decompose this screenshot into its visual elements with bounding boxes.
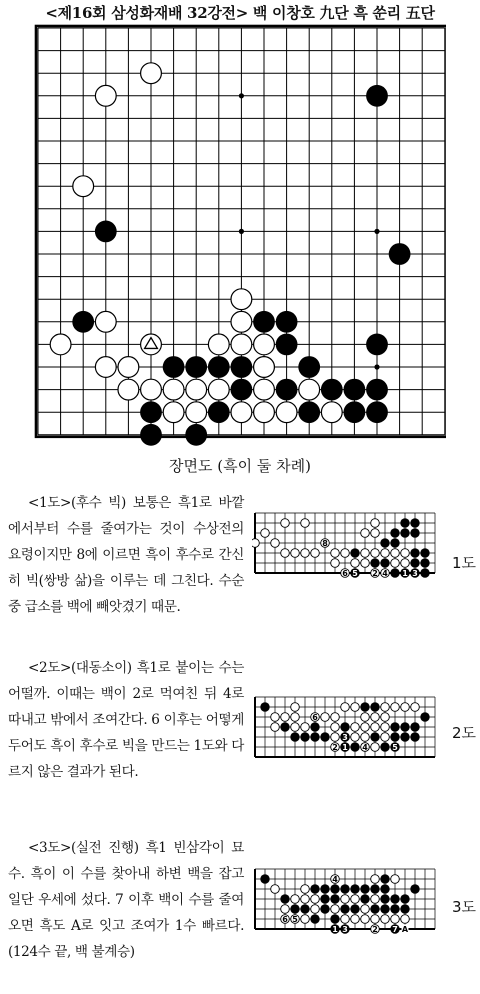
black-stone xyxy=(344,401,366,423)
white-stone xyxy=(186,402,207,423)
black-stone xyxy=(366,401,388,423)
white-stone xyxy=(391,559,400,568)
white-stone xyxy=(381,733,390,742)
black-stone xyxy=(185,424,207,446)
diagram-3-board xyxy=(252,866,440,972)
white-stone xyxy=(391,549,400,558)
white-stone xyxy=(411,703,420,712)
black-stone xyxy=(300,904,309,913)
move-number: 4 xyxy=(382,569,388,578)
white-stone xyxy=(371,549,380,558)
white-stone xyxy=(361,549,370,558)
commentary-1-tag: <1도> xyxy=(28,495,71,511)
black-stone xyxy=(320,884,329,893)
black-stone xyxy=(380,558,389,567)
move-number: 6 xyxy=(342,569,348,578)
white-stone xyxy=(321,713,330,722)
star-point xyxy=(239,93,244,98)
move-number: 7 xyxy=(392,925,398,934)
black-stone xyxy=(400,518,409,527)
black-stone xyxy=(163,356,185,378)
black-stone xyxy=(420,548,429,557)
move-number: 3 xyxy=(342,925,348,934)
white-stone xyxy=(254,379,275,400)
white-stone xyxy=(381,713,390,722)
white-stone xyxy=(381,915,390,924)
white-stone xyxy=(361,529,370,538)
white-stone xyxy=(271,539,280,548)
black-stone xyxy=(321,379,343,401)
white-stone xyxy=(321,402,342,423)
black-stone xyxy=(366,85,388,107)
black-stone xyxy=(320,904,329,913)
white-stone xyxy=(301,885,310,894)
black-stone xyxy=(366,334,388,356)
black-stone xyxy=(310,732,319,741)
black-stone xyxy=(140,424,162,446)
black-stone xyxy=(390,568,399,577)
white-stone xyxy=(254,334,275,355)
white-stone xyxy=(361,905,370,914)
white-stone xyxy=(331,549,340,558)
white-stone xyxy=(299,379,320,400)
black-stone xyxy=(330,884,339,893)
black-stone xyxy=(72,311,94,333)
white-stone xyxy=(351,723,360,732)
white-stone xyxy=(276,402,297,423)
white-stone xyxy=(371,713,380,722)
black-stone xyxy=(390,894,399,903)
white-stone xyxy=(391,875,400,884)
white-stone xyxy=(371,723,380,732)
move-number: 2 xyxy=(372,569,378,578)
black-stone xyxy=(400,722,409,731)
white-stone xyxy=(231,311,252,332)
black-stone xyxy=(380,874,389,883)
white-stone xyxy=(208,379,229,400)
white-stone xyxy=(231,334,252,355)
page-title: <제16회 삼성화재배 32강전> 백 이창호 九단 흑 쑨리 五단 xyxy=(45,4,435,22)
black-stone xyxy=(370,884,379,893)
commentary-2 xyxy=(8,655,244,785)
black-stone xyxy=(290,732,299,741)
black-stone xyxy=(95,221,117,243)
white-stone xyxy=(231,289,252,310)
black-stone xyxy=(410,548,419,557)
white-stone xyxy=(371,519,380,528)
white-stone xyxy=(401,559,410,568)
white-stone xyxy=(361,713,370,722)
white-stone xyxy=(341,703,350,712)
move-number: 6 xyxy=(282,915,288,924)
white-stone xyxy=(331,733,340,742)
black-stone xyxy=(300,732,309,741)
black-stone xyxy=(280,894,289,903)
white-stone xyxy=(361,915,370,924)
black-stone xyxy=(360,702,369,711)
black-stone xyxy=(310,884,319,893)
white-stone xyxy=(291,549,300,558)
black-stone xyxy=(350,904,359,913)
black-stone xyxy=(360,884,369,893)
black-stone xyxy=(350,884,359,893)
black-stone xyxy=(298,356,320,378)
move-number: 5 xyxy=(392,743,398,752)
white-stone xyxy=(311,895,320,904)
black-stone xyxy=(276,311,298,333)
white-stone xyxy=(254,357,275,378)
white-stone xyxy=(163,379,184,400)
black-stone xyxy=(340,904,349,913)
black-stone xyxy=(400,894,409,903)
black-stone xyxy=(370,702,379,711)
white-stone xyxy=(381,723,390,732)
black-stone xyxy=(276,334,298,356)
move-number: 4 xyxy=(362,743,368,752)
black-stone xyxy=(380,538,389,547)
black-stone xyxy=(290,904,299,913)
white-stone xyxy=(391,915,400,924)
white-stone xyxy=(141,63,162,84)
white-stone xyxy=(381,703,390,712)
move-number: 2 xyxy=(332,743,338,752)
white-stone xyxy=(301,519,310,528)
white-stone xyxy=(231,402,252,423)
white-stone xyxy=(271,885,280,894)
black-stone xyxy=(410,558,419,567)
diagram-2-label: 2도 xyxy=(452,724,477,742)
white-stone xyxy=(208,334,229,355)
white-stone xyxy=(95,357,116,378)
white-stone xyxy=(311,549,320,558)
black-stone xyxy=(380,884,389,893)
commentary-2-text: (대동소이) 흑1로 붙이는 수는 어떨까. 이때는 백이 2로 먹여친 뒤 4로 따내고 밖에서 조여간다. 6 이후는 어떻게 두어도 흑이 후수로 빅을 만드는 1도와 다르지 않은 결과가 된다. xyxy=(8,660,244,780)
white-stone xyxy=(331,713,340,722)
white-stone xyxy=(341,895,350,904)
white-stone xyxy=(73,176,94,197)
commentary-1 xyxy=(8,490,244,620)
diagram-3-label: 3도 xyxy=(452,898,477,916)
black-stone xyxy=(410,884,419,893)
black-stone xyxy=(350,548,359,557)
black-stone xyxy=(410,732,419,741)
white-stone xyxy=(351,915,360,924)
black-stone xyxy=(330,894,339,903)
black-stone xyxy=(320,894,329,903)
white-stone xyxy=(341,915,350,924)
white-stone xyxy=(95,85,116,106)
black-stone xyxy=(260,702,269,711)
white-stone xyxy=(371,875,380,884)
commentary-3 xyxy=(8,835,244,965)
black-stone xyxy=(420,558,429,567)
white-stone xyxy=(291,895,300,904)
move-number: 5 xyxy=(352,569,358,578)
black-stone xyxy=(420,568,429,577)
black-stone xyxy=(390,722,399,731)
black-stone xyxy=(360,894,369,903)
white-stone xyxy=(281,549,290,558)
black-stone xyxy=(410,528,419,537)
move-number: 8 xyxy=(322,539,328,548)
black-stone xyxy=(400,904,409,913)
white-stone xyxy=(361,733,370,742)
white-stone xyxy=(261,529,270,538)
black-stone xyxy=(208,401,230,423)
black-stone xyxy=(330,914,339,923)
move-number: 5 xyxy=(292,915,298,924)
black-stone xyxy=(185,356,207,378)
black-stone xyxy=(400,528,409,537)
white-stone xyxy=(311,905,320,914)
black-stone xyxy=(298,401,320,423)
black-stone xyxy=(310,914,319,923)
black-stone xyxy=(389,243,411,265)
black-stone xyxy=(231,356,253,378)
white-stone xyxy=(401,549,410,558)
white-stone xyxy=(252,539,259,548)
black-stone xyxy=(340,722,349,731)
black-stone xyxy=(410,518,419,527)
black-stone xyxy=(420,712,429,721)
black-stone xyxy=(276,379,298,401)
commentary-3-tag: <3도> xyxy=(28,840,71,856)
black-stone xyxy=(380,894,389,903)
white-stone xyxy=(351,559,360,568)
black-stone xyxy=(260,874,269,883)
white-stone xyxy=(301,915,310,924)
star-point xyxy=(374,364,379,369)
black-stone xyxy=(350,742,359,751)
white-stone xyxy=(291,713,300,722)
white-stone xyxy=(301,723,310,732)
move-number: 1 xyxy=(332,925,338,934)
white-stone xyxy=(371,915,380,924)
black-stone xyxy=(390,904,399,913)
white-stone xyxy=(281,905,290,914)
white-stone xyxy=(141,379,162,400)
main-go-board xyxy=(34,24,446,446)
black-stone xyxy=(380,904,389,913)
white-stone xyxy=(301,549,310,558)
white-stone xyxy=(50,334,71,355)
white-stone xyxy=(95,311,116,332)
black-stone xyxy=(231,379,253,401)
white-stone xyxy=(331,905,340,914)
black-stone xyxy=(366,379,388,401)
white-stone xyxy=(361,559,370,568)
white-stone xyxy=(254,402,275,423)
white-stone xyxy=(371,895,380,904)
black-stone xyxy=(390,732,399,741)
white-stone xyxy=(351,895,360,904)
diagram-1-board xyxy=(252,510,440,616)
white-stone xyxy=(118,357,139,378)
white-stone xyxy=(291,703,300,712)
black-stone xyxy=(370,558,379,567)
white-stone xyxy=(281,713,290,722)
black-stone xyxy=(310,722,319,731)
black-stone xyxy=(390,528,399,537)
black-stone xyxy=(410,722,419,731)
star-point xyxy=(239,229,244,234)
white-stone xyxy=(163,402,184,423)
black-stone xyxy=(390,538,399,547)
commentary-2-tag: <2도> xyxy=(28,660,71,676)
white-stone xyxy=(351,703,360,712)
commentary-1-text: (후수 빅) 보통은 흑1로 바깥에서부터 수를 줄여가는 것이 수상전의 요령이지만 8에 이르면 흑이 후수로 간신히 빅(쌍방 삶)을 이루는 데 그친다. 수순 중 급소를 백에 빼앗겼기 때문. xyxy=(8,495,244,615)
star-point xyxy=(374,229,379,234)
white-stone xyxy=(401,703,410,712)
move-number: 3 xyxy=(412,569,418,578)
white-stone xyxy=(351,733,360,742)
white-stone xyxy=(341,549,350,558)
black-stone xyxy=(400,732,409,741)
white-stone xyxy=(361,723,370,732)
white-stone xyxy=(401,915,410,924)
move-number: 1 xyxy=(402,569,408,578)
board-caption: 장면도 (흑이 둘 차례) xyxy=(169,457,311,475)
white-stone xyxy=(271,723,280,732)
black-stone xyxy=(320,732,329,741)
move-number: 4 xyxy=(332,875,338,884)
black-stone xyxy=(344,379,366,401)
white-stone xyxy=(371,529,380,538)
white-stone xyxy=(271,713,280,722)
black-stone xyxy=(140,401,162,423)
white-stone xyxy=(331,559,340,568)
white-stone xyxy=(331,723,340,732)
white-stone xyxy=(291,723,300,732)
black-stone xyxy=(253,311,275,333)
black-stone xyxy=(340,884,349,893)
diagram-2-board xyxy=(252,694,440,800)
black-stone xyxy=(380,742,389,751)
white-stone xyxy=(281,519,290,528)
white-stone xyxy=(371,743,380,752)
move-number: A xyxy=(401,925,409,934)
black-stone xyxy=(208,356,230,378)
move-number: 3 xyxy=(342,733,348,742)
black-stone xyxy=(370,904,379,913)
move-number: 1 xyxy=(342,743,348,752)
commentary-3-text: (실전 진행) 흑1 빈삼각이 묘수. 흑이 이 수를 찾아내 하변 백을 잡고 일단 우세에 섰다. 7 이후 백이 수를 줄여오면 흑도 A로 잇고 조여가 1수 빠르다. (124수 끝, 백 불계승) xyxy=(8,840,244,960)
white-stone xyxy=(391,703,400,712)
white-stone xyxy=(186,379,207,400)
white-stone xyxy=(301,895,310,904)
white-stone xyxy=(381,549,390,558)
move-number: 2 xyxy=(372,925,378,934)
black-stone xyxy=(370,732,379,741)
diagram-1-label: 1도 xyxy=(452,554,477,572)
white-stone xyxy=(118,379,139,400)
move-number: 6 xyxy=(312,713,318,722)
black-stone xyxy=(280,722,289,731)
